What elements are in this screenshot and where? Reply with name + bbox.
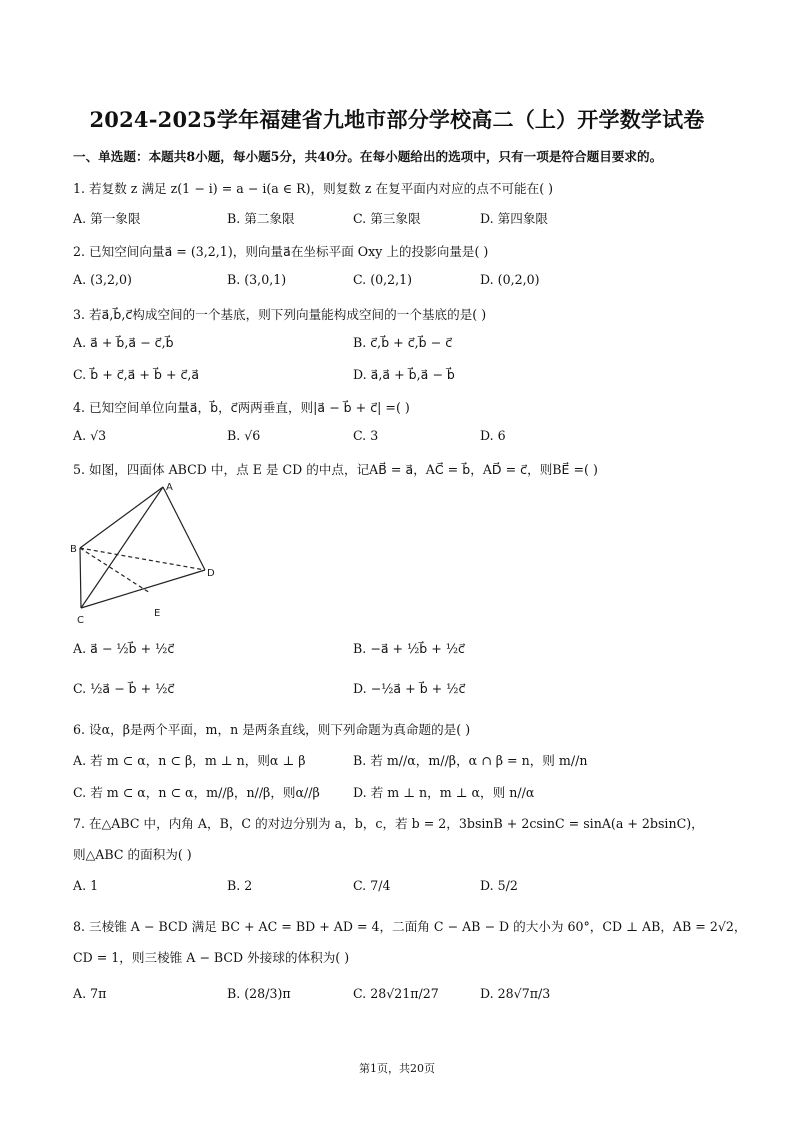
option-a[interactable]: A. 第一象限: [73, 211, 141, 226]
option-c[interactable]: C. ½a⃗ − b⃗ + ½c⃗: [73, 681, 175, 696]
edge-bd: [80, 548, 205, 570]
tetrahedron-figure: [70, 478, 230, 628]
label-a: A: [166, 482, 173, 493]
option-d[interactable]: D. 6: [480, 428, 506, 443]
page-footer: 第1页，共20页: [359, 1062, 435, 1075]
option-a[interactable]: A. 1: [73, 878, 99, 893]
option-d[interactable]: D. (0,2,0): [480, 272, 540, 287]
option-b[interactable]: B. (3,0,1): [227, 272, 287, 287]
option-d[interactable]: D. 若 m ⊥ n，m ⊥ α，则 n//α: [353, 785, 535, 800]
option-b[interactable]: B. c⃗,b⃗ + c⃗,b⃗ − c⃗: [353, 335, 453, 350]
option-d[interactable]: D. −½a⃗ + b⃗ + ½c⃗: [353, 681, 466, 696]
option-a[interactable]: A. 7π: [73, 986, 107, 1001]
question-stem: 2. 已知空间向量a⃗ = (3,2,1)，则向量a⃗在坐标平面 Oxy 上的投影向量是( ): [73, 244, 489, 259]
question-stem: 5. 如图，四面体 ABCD 中，点 E 是 CD 的中点，记AB⃗ = a⃗，AC⃗ = b⃗，AD⃗ = c⃗，则BE⃗ =( ): [73, 462, 598, 477]
label-b: B: [70, 544, 77, 555]
option-b[interactable]: B. (28/3)π: [227, 986, 291, 1001]
label-c: C: [77, 615, 84, 626]
page-title: 2024-2025学年福建省九地市部分学校高二（上）开学数学试卷: [89, 107, 705, 132]
label-d: D: [207, 568, 215, 579]
option-c[interactable]: C. 3: [353, 428, 379, 443]
option-a[interactable]: A. a⃗ + b⃗,a⃗ − c⃗,b⃗: [73, 335, 174, 350]
option-b[interactable]: B. 若 m//α，m//β，α ∩ β = n，则 m//n: [353, 753, 588, 768]
option-c[interactable]: C. 第三象限: [353, 211, 421, 226]
question-stem: 8. 三棱锥 A − BCD 满足 BC + AC = BD + AD = 4，二面角 C − AB − D 的大小为 60°，CD ⊥ AB，AB = 2√2，: [73, 919, 747, 934]
option-c[interactable]: C. 7/4: [353, 878, 391, 893]
option-d[interactable]: D. 28√7π/3: [480, 986, 551, 1001]
option-b[interactable]: B. 第二象限: [227, 211, 295, 226]
section-heading: 一、单选题：本题共8小题，每小题5分，共40分。在每小题给出的选项中，只有一项是符合题目要求的。: [73, 149, 663, 164]
option-c[interactable]: C. (0,2,1): [353, 272, 413, 287]
option-d[interactable]: D. a⃗,a⃗ + b⃗,a⃗ − b⃗: [353, 367, 455, 382]
option-a[interactable]: A. √3: [73, 428, 107, 443]
edge-bc: [80, 548, 81, 608]
question-stem: 6. 设α，β是两个平面，m，n 是两条直线，则下列命题为真命题的是( ): [73, 722, 471, 737]
question-stem: 4. 已知空间单位向量a⃗，b⃗，c⃗两两垂直，则|a⃗ − b⃗ + c⃗| =( ): [73, 400, 410, 415]
option-c[interactable]: C. 若 m ⊂ α，n ⊂ α，m//β，n//β，则α//β: [73, 785, 320, 800]
option-c[interactable]: C. b⃗ + c⃗,a⃗ + b⃗ + c⃗,a⃗: [73, 367, 200, 382]
option-a[interactable]: A. a⃗ − ½b⃗ + ½c⃗: [73, 641, 175, 656]
edge-ad: [163, 487, 205, 570]
option-b[interactable]: B. 2: [227, 878, 253, 893]
edge-ab: [80, 487, 163, 548]
question-stem: 1. 若复数 z 满足 z(1 − i) = a − i(a ∈ R)，则复数 z 在复平面内对应的点不可能在( ): [73, 181, 554, 196]
option-b[interactable]: B. √6: [227, 428, 261, 443]
question-stem: 3. 若a⃗,b⃗,c⃗构成空间的一个基底，则下列向量能构成空间的一个基底的是( ): [73, 307, 487, 322]
option-b[interactable]: B. −a⃗ + ½b⃗ + ½c⃗: [353, 641, 465, 656]
question-stem-continued: CD = 1，则三棱锥 A − BCD 外接球的体积为( ): [73, 950, 350, 965]
label-e: E: [154, 608, 161, 619]
option-d[interactable]: D. 第四象限: [480, 211, 549, 226]
option-c[interactable]: C. 28√21π/27: [353, 986, 439, 1001]
option-a[interactable]: A. (3,2,0): [73, 272, 132, 287]
option-a[interactable]: A. 若 m ⊂ α，n ⊂ β，m ⊥ n，则α ⊥ β: [73, 753, 306, 768]
edge-ac: [81, 487, 163, 608]
edge-cd: [81, 570, 205, 608]
option-d[interactable]: D. 5/2: [480, 878, 518, 893]
question-stem: 7. 在△ABC 中，内角 A，B，C 的对边分别为 a，b，c，若 b = 2，3bsinB + 2csinC = sinA(a + 2bsinC)，: [73, 816, 704, 831]
question-stem-continued: 则△ABC 的面积为( ): [73, 847, 192, 862]
